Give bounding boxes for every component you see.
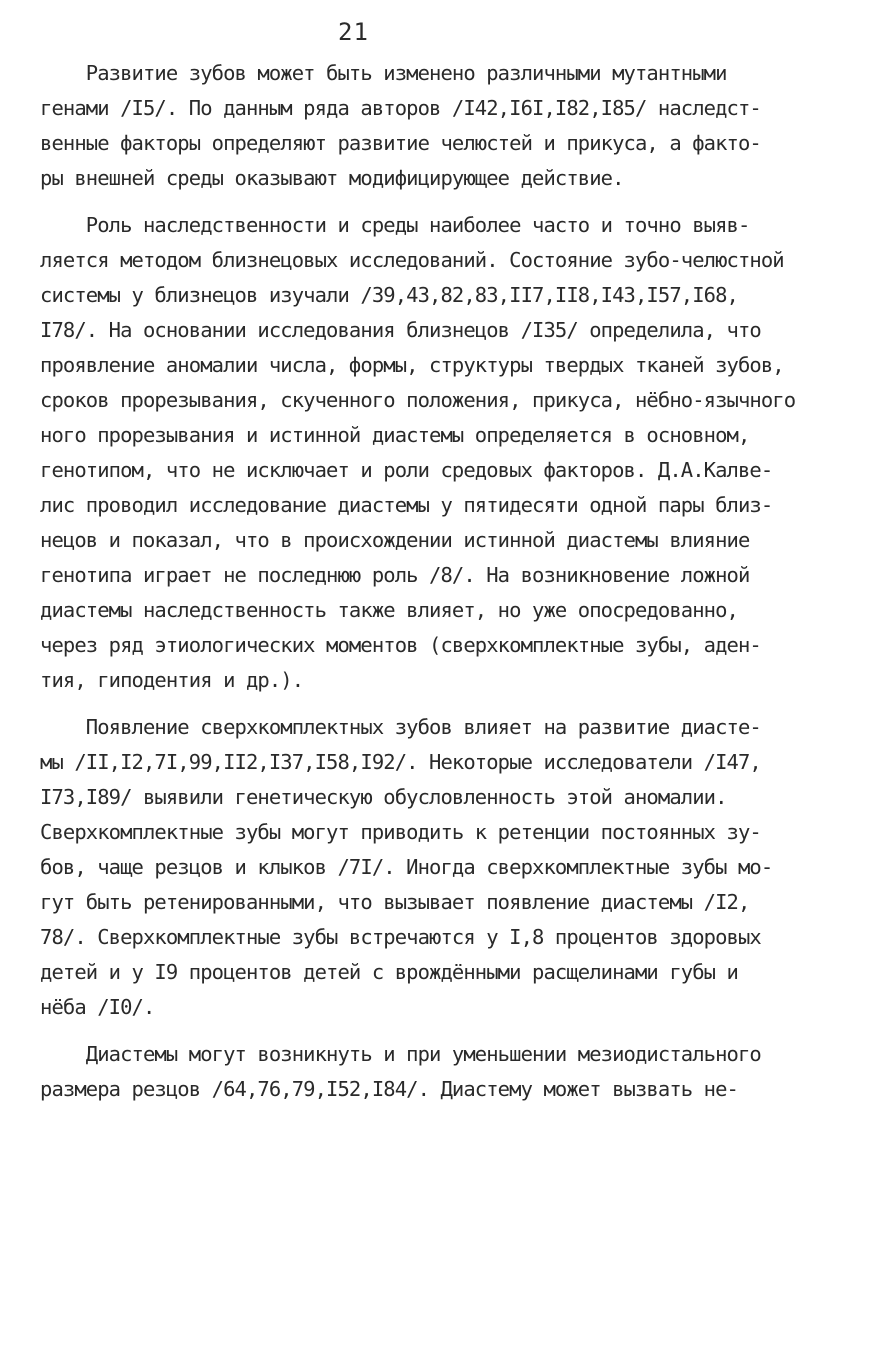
text-line: через ряд этиологических моментов (сверхкомплектные зубы, аден-	[40, 633, 761, 657]
text-line: 78/. Сверхкомплектные зубы встречаются у I,8 процентов здоровых	[40, 925, 761, 949]
page-number: 21	[338, 18, 369, 46]
text-line: ного прорезывания и истинной диастемы определяется в основном,	[40, 423, 750, 447]
text-line: размера резцов /64,76,79,I52,I84/. Диастему может вызвать не-	[40, 1077, 738, 1101]
text-line: детей и у I9 процентов детей с врождёнными расщелинами губы и	[40, 960, 738, 984]
paragraph	[40, 1037, 860, 1107]
text-line: Роль наследственности и среды наиболее часто и точно выяв-	[40, 213, 750, 237]
text-line: венные факторы определяют развитие челюстей и прикуса, а факто-	[40, 131, 761, 155]
text-line: мы /II,I2,7I,99,II2,I37,I58,I92/. Некоторые исследователи /I47,	[40, 750, 761, 774]
text-line: гут быть ретенированными, что вызывает появление диастемы /I2,	[40, 890, 750, 914]
text-line: Развитие зубов может быть изменено различными мутантными	[40, 61, 727, 85]
text-line: сроков прорезывания, скученного положения, прикуса, нёбно-язычного	[40, 388, 796, 412]
text-line: нёба /I0/.	[40, 995, 155, 1019]
text-line: генотипом, что не исключает и роли средовых факторов. Д.А.Калве-	[40, 458, 773, 482]
paragraph	[40, 56, 860, 196]
paragraph	[40, 710, 860, 1025]
paragraph	[40, 208, 860, 698]
text-line: диастемы наследственность также влияет, но уже опосредованно,	[40, 598, 738, 622]
text-line: проявление аномалии числа, формы, структуры твердых тканей зубов,	[40, 353, 784, 377]
text-line: I78/. На основании исследования близнецов /I35/ определила, что	[40, 318, 761, 342]
text-line: Диастемы могут возникнуть и при уменьшении мезиодистального	[40, 1042, 761, 1066]
text-line: нецов и показал, что в происхождении истинной диастемы влияние	[40, 528, 750, 552]
page-body	[40, 56, 860, 1107]
text-line: ры внешней среды оказывают модифицирующее действие.	[40, 166, 624, 190]
text-line: тия, гиподентия и др.).	[40, 668, 304, 692]
text-line: лис проводил исследование диастемы у пятидесяти одной пары близ-	[40, 493, 773, 517]
text-line: системы у близнецов изучали /39,43,82,83,II7,II8,I43,I57,I68,	[40, 283, 738, 307]
text-line: бов, чаще резцов и клыков /7I/. Иногда сверхкомплектные зубы мо-	[40, 855, 773, 879]
text-line: I73,I89/ выявили генетическую обусловленность этой аномалии.	[40, 785, 727, 809]
text-line: генотипа играет не последнюю роль /8/. На возникновение ложной	[40, 563, 750, 587]
text-line: генами /I5/. По данным ряда авторов /I42,I6I,I82,I85/ наследст-	[40, 96, 761, 120]
text-line: Сверхкомплектные зубы могут приводить к ретенции постоянных зу-	[40, 820, 761, 844]
text-line: Появление сверхкомплектных зубов влияет на развитие диасте-	[40, 715, 761, 739]
text-line: ляется методом близнецовых исследований. Состояние зубо-челюстной	[40, 248, 784, 272]
